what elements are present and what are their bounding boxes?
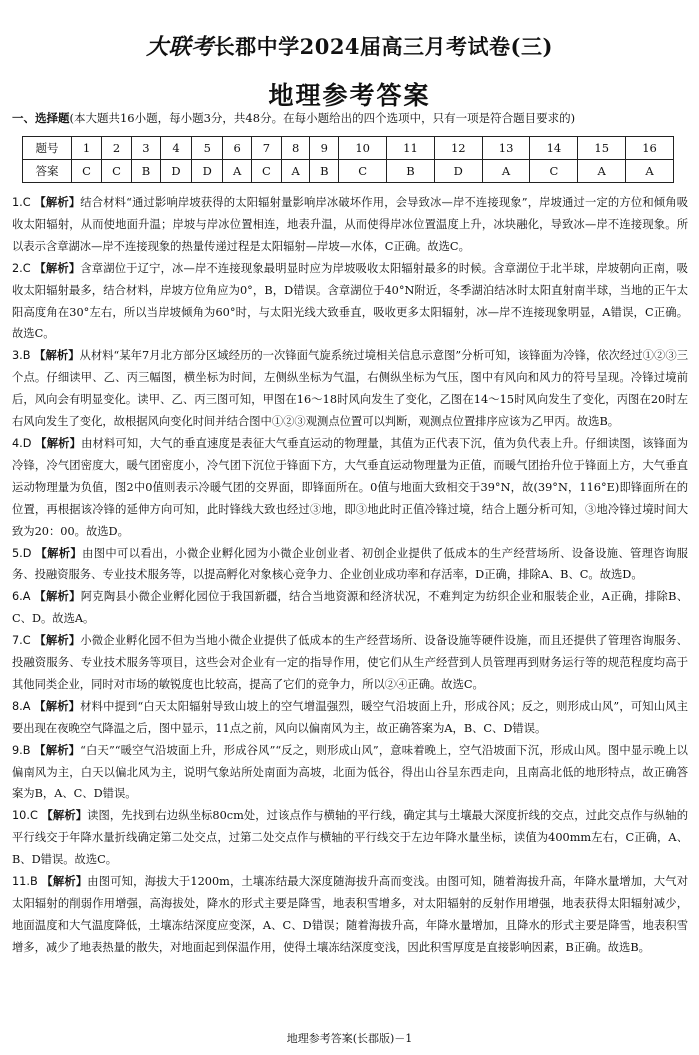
item-number: 10.C <box>12 809 38 823</box>
explanation-list <box>12 192 688 959</box>
item-text: 由材料可知，大气的垂直速度是表征大气垂直运动的物理量，其值为正代表下沉，值为负代表上升。仔细读图，该锋面为冷锋，冷气团密度大，暖气团密度小，冷气团下沉位于锋面下方，大气垂直运动物理量为正值，而暖气团抬升位于锋面上方，大气垂直运动物理量为负值，图2中0值则表示冷暖气团的交界面，即锋面所在。0值与地面大致相交于39°N，故(39°N，116°E)即锋面所在的位置，再根据该冷锋的延伸方向可知，此时锋线大致也经过③地，即③地此时正值冷锋过境，结合上题分析可知，③地冷锋过境时间大致为20：00。故选D。 <box>12 436 688 538</box>
question-number: 12 <box>434 137 482 160</box>
explanation-item <box>12 192 688 258</box>
section-title: 一、选择题 <box>12 111 70 125</box>
answer-cell: A <box>223 160 251 183</box>
question-number: 6 <box>223 137 251 160</box>
item-tag: 【解析】 <box>34 349 80 363</box>
question-number: 9 <box>310 137 339 160</box>
answer-cell: C <box>72 160 102 183</box>
answer-row <box>23 160 674 183</box>
item-number: 7.C <box>12 634 31 648</box>
question-number: 15 <box>578 137 626 160</box>
item-number: 3.B <box>12 349 31 363</box>
item-tag: 【解析】 <box>34 634 81 648</box>
answer-table <box>22 136 674 183</box>
explanation-item <box>12 258 688 346</box>
question-number-row <box>23 137 674 160</box>
item-text: 含章湖位于辽宁，冰—岸不连接现象最明显时应为岸坡吸收太阳辐射最多的时候。含章湖位于北半球，岸坡朝向正南，吸收太阳辐射最多，结合材料，岸坡方位角应为0°，B，D错误。含章湖位于40°N附近，冬季湖泊结冰时太阳直射南半球，当地的正午太阳高度角在30°左右，所以当岸坡倾角为60°时，与太阳光线大致垂直，吸收更多太阳辐射，冰—岸不连接现象明显，A错误，C正确。故选C。 <box>12 261 688 341</box>
question-number: 3 <box>131 137 160 160</box>
item-text: “白天”“暖空气沿坡面上升，形成谷风”“反之，则形成山风”，意味着晚上，空气沿坡面下沉，形成山风。图中显示晚上以偏南风为主，白天以偏北风为主，说明气象站所处南面为高坡，北面为低谷，得出山谷呈东西走向，且南高北低的地形特点，故正确答案为B，A、C、D错误。 <box>12 743 688 801</box>
question-number: 5 <box>192 137 223 160</box>
page-title: 地理参考答案 <box>268 81 431 110</box>
item-number: 6.A <box>12 590 31 604</box>
item-text: 由图可知，海拔大于1200m，土壤冻结最大深度随海拔升高而变浅。由图可知，随着海拔升高，年降水量增加，大气对太阳辐射的削弱作用增强，高海拔处，降水的形式主要是降雪，地表积雪增多，对太阳辐射的反射作用增强，地表获得太阳辐射减少，地面温度和大气温度降低，土壤冻结深度应变深，A、C、D错误；随着海拔升高，年降水量增加，且降水的形式主要是降雪，地表积雪增多，减少了地表热量的散失，对地面起到保温作用，使得土壤冻结深度变浅，因此积雪厚度是直接影响因素，B正确。故选B。 <box>12 875 688 954</box>
page-header <box>0 30 699 61</box>
item-text: 材料中提到“白天太阳辐射导致山坡上的空气增温强烈，暖空气沿坡面上升，形成谷风；反之，则形成山风”，可知山风主要出现在夜晚空气降温之后，图中显示，11点之前，风向以偏南风为主，故正确答案为A，B、C、D错误。 <box>12 699 688 735</box>
row-label-answer: 答案 <box>23 160 72 183</box>
explanation-item <box>12 586 688 630</box>
exam-title <box>0 30 699 61</box>
question-number: 1 <box>72 137 102 160</box>
question-number: 13 <box>482 137 530 160</box>
section-heading <box>12 110 692 126</box>
section-note: (本大题共16小题，每小题3分，共48分。在每小题给出的四个选项中，只有一项是符合题目要求的) <box>69 111 576 125</box>
answer-cell: A <box>482 160 530 183</box>
item-text: 结合材料“通过影响岸坡获得的太阳辐射量影响岸冰破坏作用，会导致冰—岸不连接现象”，岸坡通过一定的方位和倾角吸收太阳辐射，从而使地面升温；岸坡与岸冰位置相连，地表升温，从而使得岸冰位置温度上升，冰块融化，导致冰—岸不连接现象。所以表示含章湖冰—岸不连接现象的热量传递过程是太阳辐射—岸坡—水体，C正确。故选C。 <box>12 196 689 253</box>
item-number: 9.B <box>12 743 31 757</box>
row-label-number: 题号 <box>23 137 72 160</box>
explanation-item <box>12 543 688 587</box>
explanation-item <box>12 630 688 696</box>
answer-cell: B <box>131 160 160 183</box>
answer-cell: A <box>578 160 626 183</box>
item-tag: 【解析】 <box>34 196 81 209</box>
item-tag: 【解析】 <box>34 743 81 757</box>
item-tag: 【解析】 <box>34 699 81 713</box>
explanation-item <box>12 345 688 433</box>
question-number: 2 <box>101 137 131 160</box>
explanation-item <box>12 740 688 806</box>
item-number: 1.C <box>12 196 31 209</box>
exam-title-text: 长郡中学2024届高三月考试卷(三) <box>213 34 553 59</box>
answer-cell: A <box>281 160 309 183</box>
answer-cell: C <box>251 160 281 183</box>
answer-cell: D <box>434 160 482 183</box>
question-number: 10 <box>339 137 387 160</box>
question-number: 8 <box>281 137 309 160</box>
answer-cell: D <box>192 160 223 183</box>
item-number: 11.B <box>12 875 38 889</box>
page-footer: 地理参考答案(长郡版)－1 <box>286 1032 413 1045</box>
item-tag: 【解析】 <box>35 436 82 450</box>
explanation-item <box>12 696 688 740</box>
item-text: 读图，先找到右边纵坐标80cm处，过该点作与横轴的平行线，确定其与土壤最大深度折线的交点，过此交点作与纵轴的平行线交于年降水量折线确定第二处交点，过第二处交点作与横轴的平行线交于左边年降水量坐标，读值为400mm左右，C正确，A、B、D错误。故选C。 <box>12 809 688 867</box>
explanation-item <box>12 871 688 959</box>
explanation-item <box>12 805 688 871</box>
item-text: 由图中可以看出，小微企业孵化园为小微企业创业者、初创企业提供了低成本的生产经营场所、设备设施、管理咨询服务、投融资服务、专业技术服务等，以提高孵化对象核心竞争力、企业创业成功率和存活率，D正确，排除A、B、C。故选D。 <box>12 546 688 582</box>
answer-cell: C <box>101 160 131 183</box>
item-text: 从材料“某年7月北方部分区域经历的一次锋面气旋系统过境相关信息示意图”分析可知，该锋面为冷锋，依次经过①②③三个点。仔细读甲、乙、丙三幅图，横坐标为时间，左侧纵坐标为气温，右侧纵坐标为气压，图中有风向和风力的符号呈现。冷锋过境前后，风向会有明显变化。读甲、乙、丙三图可知，甲图在16～18时风向发生了变化，乙图在14～15时风向发生了变化，丙图在20时左右风向发生了变化，故根据风向变化时间并结合图中①②③观测点位置可以判断，观测点位置排序应该为乙甲丙。故选B。 <box>12 349 688 429</box>
explanation-item <box>12 433 688 543</box>
answer-cell: A <box>626 160 674 183</box>
answer-cell: D <box>160 160 191 183</box>
item-tag: 【解析】 <box>35 546 83 560</box>
question-number: 14 <box>530 137 578 160</box>
answer-cell: B <box>310 160 339 183</box>
question-number: 7 <box>251 137 281 160</box>
answer-cell: C <box>339 160 387 183</box>
item-tag: 【解析】 <box>34 261 81 275</box>
item-number: 5.D <box>12 546 32 560</box>
item-number: 4.D <box>12 436 32 450</box>
item-tag: 【解析】 <box>41 809 88 823</box>
item-text: 阿克陶县小微企业孵化园位于我国新疆，结合当地资源和经济状况，不难判定为纺织企业和服装企业，A正确，排除B、C、D。故选A。 <box>12 590 688 626</box>
question-number: 16 <box>626 137 674 160</box>
item-tag: 【解析】 <box>41 875 88 889</box>
item-number: 2.C <box>12 261 31 275</box>
brand-logo: 大联考 <box>146 34 214 60</box>
item-text: 小微企业孵化园不但为当地小微企业提供了低成本的生产经营场所、设备设施等硬件设施，而且还提供了管理咨询服务、投融资服务、专业技术服务等项目，这些会对企业有一定的指导作用，使它们从生产经营到人员管理再到财务运行等的规范程度均高于其他同类企业，同时对市场的敏锐度也比较高，提高了它们的竞争力，所以②④正确。故选C。 <box>12 634 688 691</box>
item-number: 8.A <box>12 699 31 713</box>
question-number: 11 <box>387 137 435 160</box>
question-number: 4 <box>160 137 191 160</box>
item-tag: 【解析】 <box>34 590 81 604</box>
answer-cell: B <box>387 160 435 183</box>
answer-cell: C <box>530 160 578 183</box>
